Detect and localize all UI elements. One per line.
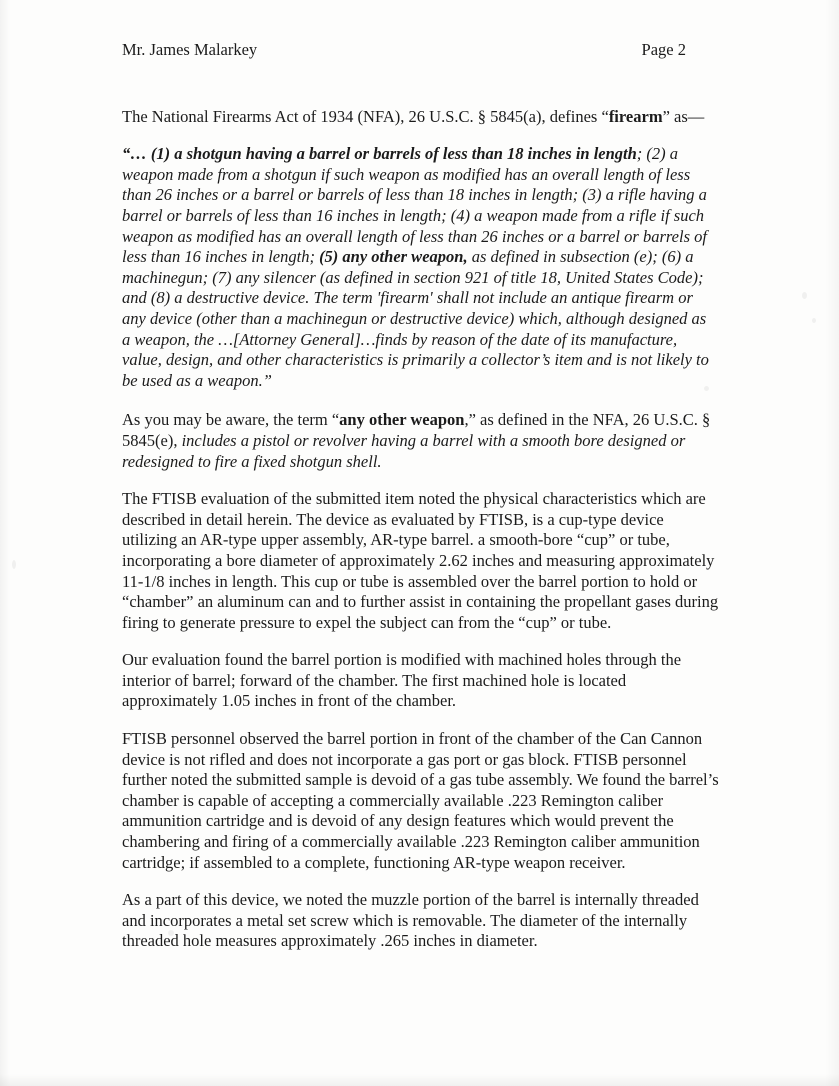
bold-term-firearm: firearm <box>608 106 663 126</box>
statute-clause-6-through-8: as defined in subsection (e); (6) a machinegun; (7) any silencer (as defined in section 921 of title 18, United States Code); and (8) a destructive device. The term 'firearm' shall not include an antique firearm or any device (other than a machinegun or destructive device) which, although designed as a weapon, the …[Attorney General]…finds by reason of the date of its manufacture, value, design, and other characteristics is primarily a collector’s item and is not likely to be used as a weapon.” <box>122 247 709 390</box>
scan-edge-shadow-bottom <box>0 1074 839 1086</box>
statute-lead-clause: “… (1) a shotgun having a barrel or barrels of less than 18 inches in length <box>122 144 637 164</box>
paragraph-any-other-weapon <box>122 410 722 472</box>
intro-text-after-bold: ” as— <box>662 106 705 126</box>
aow-text-after-bold: ,” as defined in the NFA, 26 U.S.C. § 5845(e), <box>122 410 711 450</box>
scan-speckle <box>12 560 16 569</box>
aow-text-before-bold: As you may be aware, the term “ <box>122 410 340 430</box>
paragraph-muzzle-threading: As a part of this device, we noted the muzzle portion of the barrel is internally threaded and incorporates a metal set screw which is removable. The diameter of the internally threaded hole measures approximately .265 inches in diameter. <box>122 890 699 951</box>
statute-block-quote <box>122 144 718 391</box>
body-text <box>122 107 722 952</box>
aow-italic-statutory-text: includes a pistol or revolver having a barrel with a smooth bore designed or redesigned to fire a fixed shotgun shell. <box>122 430 686 471</box>
header-page-number: Page 2 <box>641 40 686 59</box>
statute-clause-5-any-other-weapon: (5) any other weapon, <box>319 247 468 267</box>
page-content <box>122 40 722 952</box>
header-addressee: Mr. James Malarkey <box>122 40 258 59</box>
paragraph-ftisb-evaluation: The FTISB evaluation of the submitted item noted the physical characteristics which are described in detail herein. The device as evaluated by FTISB, is a cup-type device utilizing an AR-type upper assembly, AR-type barrel. a smooth-bore “cup” or tube, incorporating a bore diameter of approximately 2.62 inches and measuring approximately 11-1/8 inches in length. This cup or tube is assembled over the barrel portion to hold or “chamber” an aluminum can and to further assist in containing the propellant gases during firing to generate pressure to expel the subject can from the “cup” or tube. <box>122 489 719 632</box>
scan-speckle <box>812 318 816 323</box>
bold-term-any-other-weapon: any other weapon <box>339 410 465 430</box>
paragraph-nfa-citation <box>122 107 722 128</box>
scan-edge-shadow-left <box>0 0 10 1086</box>
running-header <box>122 40 722 61</box>
statute-clause-2-through-4: ; (2) a weapon made from a shotgun if such weapon as modified has an overall length of less than 26 inches or a barrel or barrels of less than 18 inches in length; (3) a rifle having a barrel or barrels of less than 16 inches in length; (4) a weapon made from a rifle if such weapon as modified has an overall length of less than 26 inches or a barrel or barrels of less than 16 inches in length; <box>122 144 707 267</box>
paragraph-machined-holes: Our evaluation found the barrel portion is modified with machined holes through the interior of barrel; forward of the chamber. The first machined hole is located approximately 1.05 inches in front of the chamber. <box>122 650 682 711</box>
scan-speckle <box>802 292 807 299</box>
intro-text-before-bold: The National Firearms Act of 1934 (NFA), 26 U.S.C. § 5845(a), defines “ <box>122 106 609 126</box>
scan-edge-shadow-right <box>825 0 839 1086</box>
paragraph-barrel-chamber-findings: FTISB personnel observed the barrel portion in front of the chamber of the Can Cannon device is not rifled and does not incorporate a gas port or gas block. FTISB personnel further noted the submitted sample is devoid of a gas tube assembly. We found the barrel’s chamber is capable of accepting a commercially available .223 Remington caliber ammunition cartridge and is devoid of any design features which would prevent the chambering and firing of a commercially available .223 Remington caliber ammunition cartridge; if assembled to a complete, functioning AR-type weapon receiver. <box>122 729 719 872</box>
